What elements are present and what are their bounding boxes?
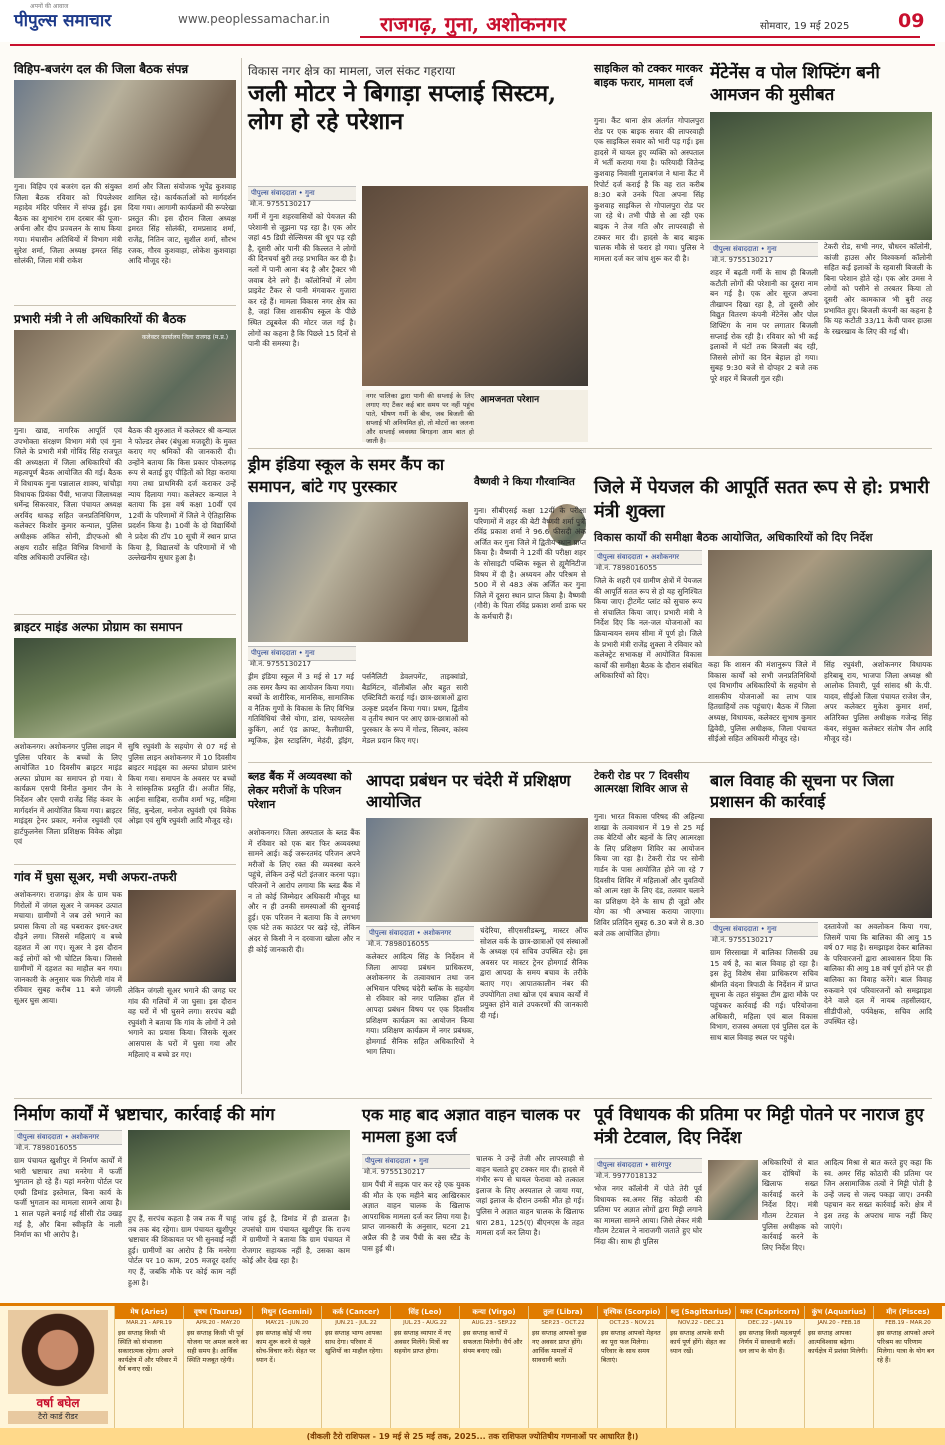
rashi-cell — [459, 1306, 528, 1428]
suar-headline: गांव में घुसा सूअर, मची अफरा-तफरी — [14, 870, 177, 884]
rashi-sign-dates: NOV.22 - DEC.21 — [678, 1320, 724, 1326]
nirman-body-1: ग्राम पंचायत खुशीपुर में निर्माण कार्यों में भारी भ्रष्टाचार तथा मनरेगा में फर्जी भुगतान हो रहे हैं। यहां मनरेगा पोर्टल पर एम्प्री डिमांड इस्तेमाल, बिना कार्य के फर्जी भुगतान का मामला सामने आया है। 1 साल पहले बनाई गई सीसी रोड उखड़ गई है, और बिना स्वीकृति के नाली निर्माण का भी आरोप है। — [14, 1156, 122, 1240]
balvivah-mobile: मो.नं. 9755130217 — [712, 936, 774, 944]
vahan-mobile: मो.नं. 9755130217 — [364, 1168, 426, 1176]
pratima-body-1: भोज नगर कॉलोनी में पोते तेरी पूर्व विधायक स्व.अमर सिंह कोठारी की प्रतिमा पर अज्ञात लोगों द्वारा मिट्टी लगाने का मामला सामने आया। जिसे लेकर मंत्री गौतम टेटवाल ने नाराजगी जताते हुए घोर निंदा की। साथ ही पुलिस — [594, 1184, 702, 1246]
balvivah-photo — [710, 818, 932, 918]
divider — [14, 614, 236, 615]
balvivah-credit: पीपुल्स संवाददाता • गुना — [710, 922, 818, 937]
peyjal-subhead: विकास कार्यों की समीक्षा बैठक आयोजित, अधिकारियों को दिए निर्देश — [594, 531, 873, 544]
rashi-sign-dates: DEC.22 - JAN.19 — [748, 1320, 792, 1326]
rashi-sign-dates: JUL.23 - AUG.22 — [403, 1320, 447, 1326]
rashi-prediction: इस सप्ताह किसी भी स्थिति को संभालना सकारात्मक रहेगा। अपने कार्यक्षेत्र में और परिवार में धैर्य बनाए रखें। — [118, 1329, 178, 1373]
rashi-prediction: इस सप्ताह आपके सभी कार्य पूर्ण होंगे। सेहत का ध्यान रखें। — [670, 1329, 726, 1355]
nirman-headline: निर्माण कार्यों में भ्रष्टाचार, कार्रवाई की मांग — [14, 1105, 275, 1125]
rashi-sign-dates: OCT.23 - NOV.21 — [609, 1320, 655, 1326]
credit-place: गुना — [767, 245, 777, 253]
balvivah-headline: बाल विवाह की सूचना पर जिला प्रशासन की कार्रवाई — [710, 771, 894, 811]
credit-place: अशोकनगर — [423, 929, 452, 937]
rashi-prediction: इस सप्ताह आपको मेहनत का पूरा फल मिलेगा। परिवार के साथ समय बिताएं। — [601, 1329, 661, 1364]
pratima-mobile: मो.नं. 9977018132 — [596, 1172, 658, 1180]
brighter-body-2: सुषि रघुवंशी के सहयोग से 07 मई से पुलिस लाइन अशोकनगर में 10 दिवसीय ब्राइटर माइंड्स का अल्फा प्रोग्राम प्रारंभ किया गया। समापन के अवसर पर बच्चों ने सांस्कृतिक प्रस्तुति दी। अजीत सिंह, आईना साहिबा, राजीव शर्मा भट्ट, महिमा सिंह, बुन्देला, मनोज रघुवंशी एवं विवेक ओझा एवं सुषि रघुवंशी आदि मौजूद रहे। — [128, 742, 236, 826]
rashi-sign-dates: JAN.20 - FEB.18 — [817, 1320, 861, 1326]
divider — [14, 1098, 932, 1099]
credit-place: गुना — [767, 925, 777, 933]
rashifal-footer: (वीकली टैरो राशिफल - 19 मई से 25 मई तक, 2025... तक राशिफल ज्योतिषीय गणनाओं पर आधारित है।) — [0, 1428, 945, 1445]
credit-name: पीपुल्स संवाददाता — [597, 553, 643, 561]
rashi-cell — [252, 1306, 321, 1428]
pratima-credit: पीपुल्स संवाददाता • सारंगपुर — [594, 1158, 702, 1173]
water-side-body-cont — [480, 404, 586, 440]
credit-name: पीपुल्स संवाददाता — [713, 245, 759, 253]
maintenance-body-1: शहर में बढ़ती गर्मी के साथ ही बिजली कटौती लोगों की परेशानी का दूसरा नाम बन गई है। एक ओर सूरज अपना तीखापन दिखा रहा है, तो दूसरी ओर विद्युत वितरण कंपनी मेंटेनेंस और पोल शिफ्टिंग के नाम पर लगातार बिजली सप्लाई रोक रही है। रविवार को भी कई इलाकों में घंटों तक बिजली बंद रही, जिससे लोगों का दिन बेहाल हो गया। सुबह 9:30 बजे से दोपहर 2 बजे तक पूरे शहर में बिजली गुल रही। — [710, 268, 818, 383]
water-body: गर्मी में गुना शहरवासियों को पेयजल की परेशानी से जूझना पड़ रहा है। एक ओर जहां 45 डिग्री सेल्सियस की धूप पड़ रही है, दूसरी ओर पानी की किल्लत ने लोगों की दिनचर्या बुरी तरह प्रभावित कर दी है। नलों में पानी आना बंद है और ट्रैक्टर भी जवाब देने लगे हैं। कॉलोनियों में लोग प्राइवेट टैंकर से पानी मंगवाकर गुजारा कर रहे हैं। मामला विकास नगर क्षेत्र का है, जहां जिस शासकीय स्कूल के पीछे स्थित ट्यूबवेल की मोटर जल गई है। लोगों का कहना है कि पिछले 15 दिनों से पानी की समस्या है। — [248, 212, 356, 349]
cycle-headline: साइकिल को टक्कर मारकर बाइक फरार, मामला दर्ज — [594, 62, 703, 89]
credit-place: अशोकनगर — [651, 553, 680, 561]
rashi-sign-dates: SEP.23 - OCT.22 — [541, 1320, 585, 1326]
prabhari-photo-caption: कलेक्टर कार्यालय जिला राजगढ़ (म.प्र.) — [141, 334, 229, 341]
rashi-sign-name: तुला (Libra) — [529, 1306, 597, 1319]
pratima-headline: पूर्व विधायक की प्रतिमा पर मिट्टी पोतने पर नाराज हुए मंत्री टेटवाल, दिए निर्देश — [594, 1105, 924, 1148]
rashi-cell — [666, 1306, 735, 1428]
aapda-credit: पीपुल्स संवाददाता • अशोकनगर — [366, 926, 474, 941]
prabhari-headline: प्रभारी मंत्री ने ली अधिकारियों की बैठक — [14, 312, 186, 326]
nirman-photo — [128, 1130, 350, 1210]
credit-name: पीपुल्स संवाददाता — [251, 189, 297, 197]
brighter-photo — [14, 638, 236, 738]
nirman-body-2: हुए हैं, सरपंच कहता है जब तक मैं चाहूं तब तक बंद रहेगा। ग्राम पंचायत खुशीपुर भ्रष्टाचार की शिकायत पर भी सुनवाई नहीं हुई। ग्रामीणों का आरोप है कि मनरेगा पोर्टल पर 10 काम, 205 मजदूर दर्शाए गए हैं, जबकि मौके पर कोई काम नहीं हुआ है। — [128, 1214, 236, 1287]
pratima-body-2: अधिकारियों से बात कर दोषियों के खिलाफ सख्त कार्रवाई करने के निर्देश दिए। मंत्री गौतम टेटवाल ने पुलिस अधीक्षक को कार्रवाई करने के लिए निर्देश दिए। — [762, 1158, 818, 1252]
rashi-sign-name: मीन (Pisces) — [874, 1306, 942, 1319]
water-side-body: नगर पालिका द्वारा पानी की सप्लाई के लिए लगाए गए टैंकर कई बार समय पर नहीं पहुंच पाते, भीषण गर्मी के बीच, जब बिजली की सप्लाई भी अनियमित हो, तो मोटरों का जलना और सप्लाई व्यवस्था बिगड़ना आम बात हो जाती है। — [366, 392, 474, 445]
rashi-prediction: इस सप्ताह आपको अपने परिश्रम का परिणाम मिलेगा। यात्रा के योग बन रहे हैं। — [877, 1329, 935, 1364]
vhp-photo — [14, 80, 236, 178]
suar-photo — [128, 890, 236, 982]
peyjal-body-1: जिले के शहरी एवं ग्रामीण क्षेत्रों में पेयजल की आपूर्ति सतत रूप से हो यह सुनिश्चित किया जाए। ट्रीटमेंट प्लांट को सुचारु रूप से संचालित किया जाए। प्रभारी मंत्री ने निर्देश दिए कि नल-जल योजनाओं का क्रियान्वयन समय सीमा में पूर्ण हो। जिले के प्रभारी मंत्री राजेंद्र शुक्ला ने रविवार को कलेक्ट्रेट सभाकक्ष में आयोजित विकास कार्यों की समीक्षा बैठक के दौरान संबंधित अधिकारियों को दिए। — [594, 576, 702, 681]
divider — [248, 448, 932, 449]
balvivah-body-2: दस्तावेजों का अवलोकन किया गया, जिसमें पाया कि बालिका की आयु 15 वर्ष 07 माह है। समझाइश देकर बालिका के परिवारजनों द्वारा आश्वासन दिया कि बालिका की आयु 18 वर्ष पूर्ण होने पर ही बालिका का विवाह करेंगे। बाल विवाह रुकवाने एवं परिवारजनों को समझाइश देने वाले दल में नायब तहसीलदार, सीडीपीओ, पर्यवेक्षक, सचिव आदि उपस्थित रहे। — [824, 922, 932, 1027]
rashi-sign-name: कन्या (Virgo) — [460, 1306, 528, 1319]
peyjal-credit: पीपुल्स संवाददाता • अशोकनगर — [594, 550, 702, 565]
credit-name: पीपुल्स संवाददाता — [251, 649, 297, 657]
rashi-sign-name: वृषभ (Taurus) — [184, 1306, 252, 1319]
water-headline: जली मोटर ने बिगाड़ा सप्लाई सिस्टम, लोग हो रहे परेशान — [248, 80, 557, 135]
tekri-headline: टेकरी रोड पर 7 दिवसीय आत्मरक्षा शिविर आज से — [594, 770, 690, 795]
rashi-prediction: इस सप्ताह भाग्य आपका साथ देगा। परिवार में खुशियों का माहौल रहेगा। — [325, 1329, 383, 1355]
rashi-prediction: इस सप्ताह कोई भी नया काम शुरू करने से पहले सोच-विचार करें। सेहत पर ध्यान दें। — [256, 1329, 316, 1364]
nirman-body-3: जांच हुई है, डिमांड में ही डालता है। उपसंचो ग्राम पंचायत खुशीपुर कि राज्य में ग्रामीणों ने बताया कि ग्राम पंचायत में रोजगार सहायक नहीं है, उसका काम कोई और देख रहा है। — [242, 1214, 350, 1266]
maintenance-mobile: मो.नं. 9755130217 — [712, 256, 774, 264]
peyjal-headline: जिले में पेयजल की आपूर्ति सतत रूप से हो: प्रभारी मंत्री शुक्ला — [594, 477, 930, 522]
rashi-sign-name: मेष (Aries) — [115, 1306, 183, 1319]
rashi-prediction: इस सप्ताह किसी भी पूर्व योजना पर अमल करने का सही समय है। आर्थिक स्थिति मजबूत रहेगी। — [187, 1329, 248, 1364]
astrologer-title: टैरो कार्ड रीडर — [38, 1412, 78, 1421]
brighter-body-1: अशोकनगर। अशोकनगर पुलिस लाइन में पुलिस परिवार के बच्चों के लिए आयोजित 10 दिवसीय ब्राइटर माइंड अल्फा प्रोग्राम का समापन हो गया। ये कार्यक्रम एसपी विनीत कुमार जैन के निर्देशन और एसपी राजेंद्र सिंह कंवर के मार्गदर्शन में आयोजित किया गया। ब्राइटर माइंड्स ट्रेनर प्रकार, मनोज रघुवंशी एवं हार्टफुलनेस जिला प्रशिक्षक विवेक ओझा एवं — [14, 742, 122, 847]
region-title: राजगढ़, गुना, अशोकनगर — [380, 12, 567, 36]
peyjal-body-3: सिंह रघुवंशी, अशोकनगर विधायक हरिबाबू राय, भाजपा जिला अध्यक्ष श्री आलोक तिवारी, पूर्व सांसद श्री के.पी. यादव, सीईओ जिला पंचायत राजेश जैन, अपर कलेक्टर मुकेश कुमार शर्मा, अतिरिक्त पुलिस अधीक्षक गजेन्द्र सिंह कंवर, संयुक्त कलेक्टर संतोष जैन आदि मौजूद रहे। — [824, 660, 932, 744]
rashi-cell — [390, 1306, 459, 1428]
nirman-credit: पीपुल्स संवाददाता • अशोकनगर — [14, 1130, 122, 1145]
water-side-title: आमजनता परेशान — [480, 395, 540, 405]
rashi-prediction: इस सप्ताह कार्यों में सफलता मिलेगी। धैर्य और संयम बनाए रखें। — [463, 1329, 523, 1355]
divider — [14, 864, 236, 865]
rashi-cell — [804, 1306, 873, 1428]
credit-place: सारंगपुर — [651, 1161, 672, 1169]
rashi-sign-name: कुंभ (Aquarius) — [805, 1306, 873, 1319]
paper-logo: पीपुल्स समाचार — [14, 11, 112, 31]
rashi-prediction: इस सप्ताह व्यापार में नए अवसर मिलेंगे। मित्रों का सहयोग प्राप्त होगा। — [394, 1329, 451, 1355]
rashi-cell — [735, 1306, 804, 1428]
balvivah-body-1: ग्राम सिरसाखा में बालिका जिसकी उम्र 15 वर्ष है, का बाल विवाह हो रहा है। इस हेतु विशेष सेवा प्राधिकरण सचिव श्रीमति वंदना त्रिपाठी के निर्देशन में प्राप्त सूचना के तहत संयुक्त टीम द्वारा मौके पर पहुंचकर कार्रवाई की गई। परियोजना अधिकारी, महिला एवं बाल विकास विभाग, राजस्व अमला एवं पुलिस दल के साथ बाल विवाह स्थल पर पहुंचे। — [710, 948, 818, 1042]
pratima-body-3: आदित्य मिश्रा से बात करते हुए कहा कि स्व. अमर सिंह कोठारी की प्रतिमा पर जिन असामाजिक तत्वों ने मिट्टी पोती है उन्हें जल्द से जल्द पकड़ा जाए। उनकी पहचान कर सख्त कार्रवाई करें। क्षेत्र में इस तरह के अपराध माफ नहीं किए जाएंगे। — [824, 1158, 932, 1231]
rashi-cell — [597, 1306, 666, 1428]
rashi-sign-name: मकर (Capricorn) — [736, 1306, 804, 1319]
credit-name: पीपुल्स संवाददाता — [17, 1133, 63, 1141]
minister-photo — [708, 1160, 758, 1220]
aapda-mobile: मो.नं. 7898016055 — [368, 940, 430, 948]
suar-body-2: लेकिन जंगली सूअर भगाने की जगह घर गांव की गलियों में जा घुसा। इस दौरान वह घरों में भी घुसने लगा। सरपंच बद्री रघुवंशी ने बताया कि गांव के लोगों ने उसे भगाने का प्रयास किया। जिसके सूअर आसपास के घरों में घुसा गया और महिलाएं व बच्चे डर गए। — [128, 986, 236, 1059]
rashi-prediction: इस सप्ताह आपको कुछ नए अवसर प्राप्त होंगे। आर्थिक मामलों में सावधानी बरतें। — [532, 1329, 587, 1364]
prabhari-photo — [14, 330, 236, 422]
rashi-cell — [873, 1306, 942, 1428]
credit-name: पीपुल्स संवाददाता — [597, 1161, 643, 1169]
page-number: 09 — [898, 10, 925, 32]
vahan-credit: पीपुल्स संवाददाता • गुना — [362, 1154, 470, 1169]
vaishnavi-body: गुना। सीबीएसई कक्षा 12वीं के परीक्षा परिणामों में शहर की बेटी वैष्णवी शर्मा पुत्री रविंद्र प्रकाश शर्मा ने 96.6 फीसदी अंक अर्जित कर गुना जिले में द्वितीय स्थान प्राप्त किया है। वैष्णवी ने 12वीं की परीक्षा शहर के सोसाइटी पब्लिक स्कूल से ह्यूमैनिटीज विषय में दी है। अध्ययन और परिश्रम से 500 में से 483 अंक अर्जित कर गुना जिले में दूसरा स्थान प्राप्त किया है। वैष्णवी (गौरी) के पिता रविंद्र प्रकाश शर्मा डाक घर के कर्मचारी हैं। — [474, 506, 586, 621]
credit-place: अशोकनगर — [71, 1133, 100, 1141]
vahan-headline: एक माह बाद अज्ञात वाहन चालक पर मामला हुआ दर्ज — [362, 1105, 580, 1146]
divider — [14, 305, 236, 306]
rashi-sign-name: सिंह (Leo) — [391, 1306, 459, 1319]
dream-headline: ड्रीम इंडिया स्कूल के समर कैंप का समापन, बांटे गए पुरस्कार — [248, 455, 445, 496]
credit-name: पीपुल्स संवाददाता — [713, 925, 759, 933]
prabhari-body-1: गुना। खाद्य, नागरिक आपूर्ति एवं उपभोक्ता संरक्षण विभाग मंत्री एवं गुना जिले के प्रभारी मंत्री गोविंद सिंह राजपूत की अध्यक्षता में जिला अधिकारियों की महत्वपूर्ण बैठक आयोजित की गई। बैठक में विधायक गुना पन्नालाल शाक्य, चांचौड़ा विधायक प्रियंका पैंची, भाजपा जिलाध्यक्ष धर्मेन्द्र सिकरवार, जिला पंचायत अध्यक्ष अरविंद धाकड़ सहित जनप्रतिनिधिगण, कलेक्टर किशोर कुमार कन्याल, पुलिस अधीक्षक अंकित सोनी, डीएफओ श्री अक्षय राठौर सहित विभिन्न विभागों के वरिष्ठ अधिकारी उपस्थित रहे। — [14, 426, 122, 563]
column-divider — [241, 58, 242, 1094]
water-photo — [362, 186, 588, 386]
peyjal-photo — [708, 550, 932, 656]
rashi-sign-name: वृश्चिक (Scorpio) — [598, 1306, 666, 1319]
water-mobile: मो.नं. 9755130217 — [250, 200, 312, 208]
rashi-sign-dates: FEB.19 - MAR.20 — [885, 1320, 931, 1326]
issue-date: सोमवार, 19 मई 2025 — [760, 21, 850, 32]
divider — [248, 762, 932, 763]
credit-place: गुना — [305, 189, 315, 197]
prabhari-body-2: बैठक की शुरुआत में कलेक्टर श्री कन्याल ने फोल्डर लेबर (बंधुआ मजदूरी) के मुक्त कराए गए श्रमिकों की जानकारी दी। उन्होंने बताया कि किस प्रकार पोकलगढ़ रूप से बताई हुए पीड़ितों को रिहा कराया गया तथा प्राथमिकी दर्ज कराकर उन्हें न्याय दिलाया गया। कलेक्टर कन्याल ने बताया कि इस वर्ष कक्षा 10वीं एवं 12वीं के परिणामों में जिले ने ऐतिहासिक प्रदर्शन किया है। 10वीं के दो विद्यार्थियों ने प्रदेश की टॉप 10 सूची में स्थान प्राप्त किया है, विद्यालयों के परिणामों में भी उल्लेखनीय सुधार हुआ है। — [128, 426, 236, 563]
rashi-prediction: इस सप्ताह किसी महत्वपूर्ण निर्णय में सावधानी बरतें। धन लाभ के योग हैं। — [739, 1329, 801, 1355]
nirman-mobile: मो.नं. 7898016055 — [16, 1144, 78, 1152]
credit-place: गुना — [305, 649, 315, 657]
peyjal-body-2: कहा कि शासन की मंशानुरूप जिले में विकास कार्यों को सभी जनप्रतिनिधियों एवं विभागीय अधिकारियों के सहयोग से शासकीय योजनाओं का लाभ पात्र हितग्राहियों तक पहुंचाएं। बैठक में जिला अध्यक्ष, विधायक, कलेक्टर सुभाष कुमार द्विवेदी, पुलिस अधीक्षक, जिला पंचायत सीईओ सहित अधिकारी मौजूद रहे। — [708, 660, 816, 744]
dream-body: ड्रीम इंडिया स्कूल में 3 मई से 17 मई तक समर कैम्प का आयोजन किया गया। बच्चों के शारीरिक, मानसिक, सामाजिक व नैतिक गुणों के विकास के लिए विभिन्न गतिविधियां जैसे योगा, डांस, फायरलेस कुकिंग, आर्ट एंड क्राफ्ट, कैलीग्राफी, म्यूजिक, ड्रेस स्टाइलिंग, मेहंदी, ड्रॉइंग, पर्सनैलिटी डेवलपमेंट, ताइक्वांडो, बैडमिंटन, वॉलीबॉल और बहुत सारी एक्टिविटी कराई गई। छात्र-छात्राओं द्वारा उत्कृष्ट प्रदर्शन किया गया। प्रथम, द्वितीय व तृतीय स्थान पर आए छात्र-छात्राओं को पुरस्कार के रूप में गोल्ड, सिल्वर, कांस्य मेडल प्रदान किए गए। — [248, 672, 468, 745]
dust-headline: ब्लड बैंक में अव्यवस्था को लेकर मरीजों के परिजन परेशान — [248, 770, 352, 811]
vhp-body-1: गुना। विहिप एवं बजरंग दल की संयुक्त जिला बैठक रविवार को पिपलेश्वर महादेव मंदिर परिसर में संपन्न हुई। इस बैठक का शुभारंभ राम दरबार की पूजा-अर्चना और दीप प्रज्वलन के साथ किया गया। मंचासीन अतिथियों में विभाग मंत्री सुरेश शर्मा, जिला अध्यक्ष इमरत सिंह सोलंकी, जिला मंत्री राकेश — [14, 182, 122, 266]
vahan-body-1: ग्राम पैंची में सड़क पार कर रहे एक युवक की मौत के एक महीने बाद आखिरकार अज्ञात वाहन चालक के खिलाफ आपराधिक मामला दर्ज कर लिया गया है। प्राप्त जानकारी के अनुसार, घटना 21 अप्रैल की है जब पैंची के बस स्टैंड के पास हुई थी। — [362, 1180, 470, 1253]
tekri-body: गुना। भारत विकास परिषद की अहिल्या शाखा के तत्वावधान में 19 से 25 मई तक बेटियों और बहनों के लिए आत्मरक्षा के लिए प्रशिक्षण शिविर का आयोजन किया जा रहा है। टेकरी रोड पर सोनी गार्डन के पास आयोजित होने जा रहे 7 दिवसीय शिविर में महिलाओं और युवतियों को आत्म रक्षा के लिए दंड, तलवार चलाने का प्रशिक्षण देने के साथ ही जूडो और योग का भी अभ्यास कराया जाएगा। शिविर प्रतिदिन सुबह 6.30 बजे से 8.30 बजे तक आयोजित होगा। — [594, 812, 704, 938]
dream-photo — [248, 502, 468, 642]
maintenance-body-2: टेकरी रोड, सभी नगर, चौधरन कॉलोनी, कांजी हाउस और विश्वकर्मा कॉलोनी सहित कई इलाकों के रहवासी बिजली के बिना परेशान होते रहे। एक ओर उमस ने लोगों को पसीने से तरबतर किया तो दूसरी ओर कामकाज भी बुरी तरह प्रभावित हुए। बिजली कंपनी का कहना है कि यह कटौती 33/11 केवी पावर हाउस के रखरखाव के लिए की गई थी। — [824, 242, 932, 336]
rashi-sign-dates: AUG.23 - SEP.22 — [471, 1320, 517, 1326]
dream-mobile: मो.नं. 9755130217 — [250, 660, 312, 668]
credit-name: पीपुल्स संवाददाता — [365, 1157, 411, 1165]
rashi-cell — [321, 1306, 390, 1428]
rashi-cell — [528, 1306, 597, 1428]
vhp-headline: विहिप-बजरंग दल की जिला बैठक संपन्न — [14, 62, 189, 76]
dream-credit: पीपुल्स संवाददाता • गुना — [248, 646, 356, 661]
cycle-body: गुना। कैंट थाना क्षेत्र अंतर्गत गोपालपुरा रोड पर एक बाइक सवार की लापरवाही एक साइकिल सवार को भारी पड़ गई। इस हादसे में घायल हुए व्यक्ति को अस्पताल में भर्ती कराया गया है। फरियादी जितेन्द्र कुशवाह निवासी गुलाबगंज ने थाना कैंट में रिपोर्ट दर्ज कराई है कि वह रात करीब 8:30 बजे उनके पिता अपना सिंह कुशवाह साइकिल से गोपालपुरा रोड पर जा रहे थे। तभी पीछे से आ रही एक बाइक ने तेज गति और लापरवाही से टक्कर मार दी। हादसे के बाद बाइक चालक मौके से फरार हो गया। पुलिस ने मामला दर्ज कर जांच शुरू कर दी है। — [594, 116, 704, 263]
rashi-sign-name: मिथुन (Gemini) — [253, 1306, 321, 1319]
rashi-sign-dates: APR.20 - MAY.20 — [195, 1320, 240, 1326]
rashi-sign-dates: JUN.21 - JUL.22 — [335, 1320, 377, 1326]
vhp-body-2: शर्मा और जिला संयोजक भूपेंद्र कुशवाह शामिल रहे। कार्यकर्ताओं को मार्गदर्शन दिया गया। आगामी कार्यक्रमों की रूपरेखा प्रस्तुत की। इस दौरान जिला अध्यक्ष इमरत सिंह सोलंकी, रामप्रसाद शर्मा, राजेंद्र, नितिन जाट, सुशील शर्मा, सौरभ रजक, गौरव कुशवाहा, लोकेश कुशवाहा आदि मौजूद रहे। — [128, 182, 236, 266]
credit-name: पीपुल्स संवाददाता — [369, 929, 415, 937]
paper-url[interactable]: www.peoplessamachar.in — [178, 12, 330, 26]
maintenance-credit: पीपुल्स संवाददाता • गुना — [710, 242, 818, 257]
masthead-rule — [10, 44, 935, 46]
rashi-sign-name: कर्क (Cancer) — [322, 1306, 390, 1319]
rashi-cell — [114, 1306, 183, 1428]
credit-place: गुना — [419, 1157, 429, 1165]
rashi-sign-dates: MAY.21 - JUN.20 — [265, 1320, 309, 1326]
vahan-body-2: चालक ने उन्हें तेजी और लापरवाही से वाहन चलाते हुए टक्कर मार दी। हादसे में गंभीर रूप से घायल फेरावा को तत्काल इलाज के लिए अस्पताल ले जाया गया, जहां इलाज के दौरान उनकी मौत हो गई। पुलिस ने अज्ञात वाहन चालक के खिलाफ धारा 281, 125(ए) बीएनएस के तहत मामला दर्ज कर लिया है। — [476, 1154, 584, 1238]
aapda-body-1: कलेक्टर आदित्य सिंह के निर्देशन में जिला आपदा प्रबंधन प्राधिकरण, अशोकनगर के तत्वावधान तथा जन अभियान परिषद चंदेरी ब्लॉक के सहयोग से रविवार को नगर पालिका हॉल में आपदा प्रबंधन विषय पर एक दिवसीय प्रशिक्षण कार्यक्रम का आयोजन किया गया। प्रशिक्षण कार्यक्रम में नगर प्रबंधक, होमगार्ड सैनिक सहित अधिकारियों ने भाग लिया। — [366, 952, 474, 1057]
maintenance-photo — [710, 112, 932, 240]
aapda-headline: आपदा प्रबंधन पर चंदेरी में प्रशिक्षण आयोजित — [366, 771, 571, 811]
peyjal-mobile: मो.नं. 7898016055 — [596, 564, 658, 572]
aapda-body-2: चंदेरिया, सीएससीडब्ल्यू, मास्टर ऑफ सोशल वर्क के छात्र-छात्राओं एवं संस्थाओं के अध्यक्ष एवं सचिव उपस्थित रहे। इस अवसर पर मास्टर ट्रेनर होमगार्ड सैनिक द्वारा आपदा के समय बचाव के तरीके बताए गए। आपातकालीन नंबर की उपयोगिता तथा खोज एवं बचाव कार्यों में प्रयुक्त होने वाले उपकरणों की जानकारी दी गई। — [480, 926, 588, 1020]
water-kicker: विकास नगर क्षेत्र का मामला, जल संकट गहराया — [248, 64, 455, 78]
vaishnavi-headline: वैष्णवी ने किया गौरवान्वित — [474, 476, 575, 488]
rashi-sign-name: धनु (Sagittarius) — [667, 1306, 735, 1319]
rashi-prediction: इस सप्ताह आपका आत्मविश्वास बढ़ेगा। कार्यक्षेत्र में प्रशंसा मिलेगी। — [808, 1329, 868, 1355]
suar-body-1: अशोकनगर। राजगढ़। क्षेत्र के ग्राम चक गिरोलों में जंगल सूअर ने जमकर उत्पात मचाया। ग्रामीणों ने जब उसे भगाने का प्रयास किया तो वह घबराकर इधर-उधर दौड़ने लगा। जिससे महिलाएं व बच्चे दहशत में आ गए। सूअर ने इस दौरान कई लोगों को भी चोटिल किया। जिससे ग्रामीणों में दहशत का माहौल बन गया। जानकारी के अनुसार चक गिरोली गांव में रविवार सुबह करीब 11 बजे जंगली सूअर घुस आया। — [14, 890, 122, 1005]
brighter-headline: ब्राइटर माइंड अल्फा प्रोग्राम का समापन — [14, 620, 183, 634]
masthead-tagline: अपनों की आवाज — [30, 3, 69, 10]
dust-body: अशोकनगर। जिला अस्पताल के ब्लड बैंक में रविवार को एक बार फिर अव्यवस्था सामने आई। कई जरूरतमंद परिजन अपने मरीजों के लिए रक्त की व्यवस्था करने पहुंचे, लेकिन उन्हें घंटों इंतजार करना पड़ा। परिजनों ने आरोप लगाया कि ब्लड बैंक में न तो कोई जिम्मेदार अधिकारी मौजूद था और न ही उनकी समस्याओं की सुनवाई हुई। एक परिजन ने बताया कि वे लगभग एक घंटे तक काउंटर पर खड़े रहे, लेकिन अंदर से किसी ने न दरवाजा खोला और न ही कोई जानकारी दी। — [248, 828, 360, 954]
rashi-cell — [183, 1306, 252, 1428]
maintenance-headline: मेंटेनेंस व पोल शिफ्टिंग बनी आमजन की मुसीबत — [710, 63, 880, 105]
water-credit: पीपुल्स संवाददाता • गुना — [248, 186, 356, 201]
aapda-photo — [366, 818, 588, 922]
rashi-sign-dates: MAR.21 - APR.19 — [126, 1320, 172, 1326]
astrologer-name: वर्षा बघेल — [8, 1394, 108, 1411]
